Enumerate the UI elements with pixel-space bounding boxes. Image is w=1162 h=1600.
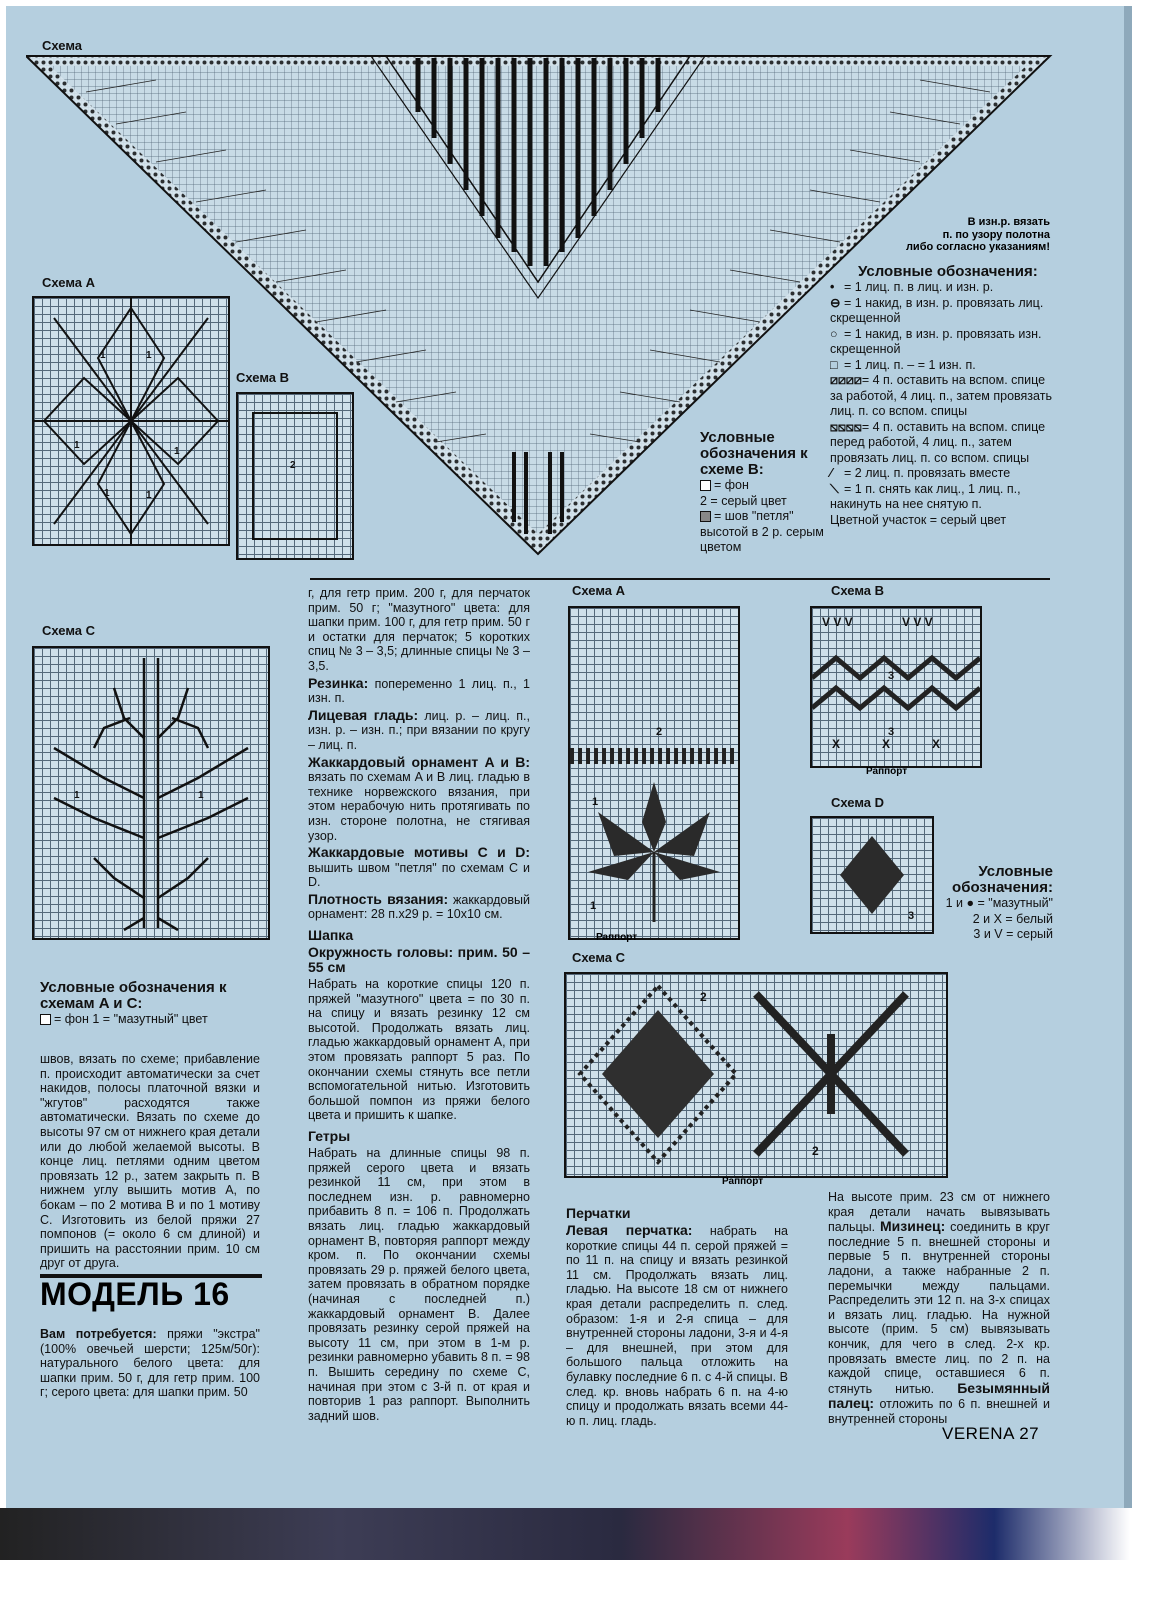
fingers-start: На высоте прим. 23 см от нижнего края детали начать вывязывать пальцы. Мизинец: соединить в круг последние 5 п. внешней стороны и первые 5 п. внутренней стороны ладони, а также набранные 2 п. перемычки между пальцами. Распределить эти 12 п. на 3-х спицах и вязать лиц. гладью. На нужной высоте (прим. 5 см) вывязывать кончик, для чего в след. 2-х кр. провязать вместе лиц. по 2 п. на каждой спице, оставшиеся 6 п. стянуть нитью. Безымянный палец: отложить по 6 п. внешней и внутренней стороны [828,1190,1050,1426]
right-legend-item: 3 и V = серый [973,927,1053,941]
jacquard-ab-instruction: Жаккардовый орнамент A и B: вязать по схемам A и B лиц. гладью в технике норвежского вязания, при этом нерабочую нить протягивать по изн. стороне полотна, не стягивая узор. [308,753,530,843]
right-scheme-b-grid [810,606,982,768]
scheme-ac-legend [40,980,262,1028]
motif-number: 3 [888,670,895,682]
legend-item-k2tog: ⁄ = 2 лиц. п. провязать вместе [830,466,1011,480]
right-legend-item: 1 и ● = "мазутный" [945,896,1053,910]
legend-b-item: = шов "петля" высотой в 2 р. серым цветом [700,509,824,554]
right-scheme-d-title: Схема D [831,795,885,810]
motif-number: 1 [592,796,599,808]
right-scheme-c-title: Схема C [572,950,626,965]
v-mark: V V V [822,615,853,629]
motif-number: 1 [74,440,80,451]
left-scheme-c-grid [32,646,270,940]
rapport-label-a: Раппорт [596,932,638,943]
legend-ac-item: = фон 1 = "мазутный" цвет [40,1012,262,1028]
legend-b-item: 2 = серый цвет [700,493,787,508]
legend-item-skp: ⟍ = 1 п. снять как лиц., 1 лиц. п., накинуть на нее снятую п. [830,481,1021,511]
motif-number: 2 [700,990,707,1004]
rapport-label-c: Раппорт [722,1176,764,1187]
rapport-label-b: Раппорт [866,766,908,777]
legend-item-knit: • = 1 лиц. п. в лиц. и изн. р. [830,280,994,294]
section-divider [310,578,1050,580]
motif-number: 2 [656,726,663,738]
scheme-b-legend-title: Условные обозначения к схеме B: [700,429,808,478]
right-legend-item: 2 и X = белый [972,911,1053,926]
right-legend [935,864,1053,943]
x-mark: X [832,737,841,751]
star-motif [34,298,228,544]
jacquard-cd-instruction: Жаккардовые мотивы C и D: вышить швом "петля" по схемам C и D. [308,844,530,890]
magazine-name: VERENA [942,1424,1014,1443]
right-legend-title: Условные обозначения: [952,863,1053,896]
gloves-left-column [566,1206,788,1430]
motif-number: 1 [104,488,110,499]
shawl-note-line: В изн.р. вязать [967,216,1050,228]
rib-instruction: Резинка: попеременно 1 лиц. п., 1 изн. п. [308,674,530,706]
legend-item-color-area: Цветной участок = серый цвет [830,512,1007,527]
right-scheme-d-grid [810,816,934,934]
motif-number: 2 [812,1144,819,1158]
tree-motif [34,648,268,938]
legend-item-cable-back: ⧄⧄⧄⧄= 4 п. оставить на вспом. спице за работой, 4 лиц. п., затем провязать лиц. п. со вспом. спицы [830,373,1052,418]
motif-number: 1 [198,790,204,801]
materials-text: пряжи "экстра" (100% овечьей шерсти; 125м/50г): натурального белого цвета: для шапки прим. 50 г, для гетр прим. 100 г; серого цвета: для шапки прим. 50 [40,1327,260,1400]
gloves-right-column [828,1190,1050,1429]
right-scheme-b-title: Схема B [831,583,885,598]
model-materials [40,1327,260,1400]
legend-item-knit-purl: □ = 1 лиц. п. – = 1 изн. п. [830,357,976,372]
legend-b-item: = фон [700,478,830,494]
right-scheme-a-title: Схема A [572,583,626,598]
legend-item-yo-crossed-purl: ○ = 1 накид, в изн. р. провязать изн. скрещенной [830,326,1042,356]
shawl-note-line: п. по узору полотна [942,228,1050,241]
motif-number: 3 [908,910,915,922]
v-mark: V V V [902,615,933,629]
left-scheme-a-title: Схема A [42,275,96,290]
left-column-text: швов, вязать по схеме; прибавление п. происходит автоматически за счет накидов, полосы платочной вязки и "жгутов" расходятся также автоматически. Вязать по схеме до высоты 97 см от нижнего края детали или до любой желаемой высоты. В конце лиц. петлями одним цветом провязать 12 р., затем закрыть п. В нижнем углу вышить мотив A, по бокам – по 2 мотива B и по 1 мотиву C. Изготовить из белой пряжи 27 помпонов (= около 6 см длиной) и пришить на расстоянии прим. 10 см друг от друга. [40,1052,260,1271]
left-scheme-a-grid [32,296,230,546]
motif-number: 1 [146,490,152,501]
right-scheme-c-grid [564,972,948,1178]
left-scheme-c-title: Схема C [42,623,96,638]
motif-number: 1 [146,350,152,361]
motif-number: 1 [174,446,180,457]
gauge-instruction: Плотность вязания: жаккардовый орнамент: 28 п.x29 р. = 10x10 см. [308,890,530,922]
motif-number: 1 [74,790,80,801]
left-scheme-b-title: Схема B [236,370,290,385]
head-size: Окружность головы: прим. 50 – 55 см [308,944,530,976]
materials-label: Вам потребуется: [40,1327,157,1341]
scheme-b-inner-frame [252,412,338,540]
shawl-legend [830,264,1055,528]
shawl-note [850,216,1050,254]
gloves-heading: Перчатки [566,1205,631,1221]
left-glove-text: Левая перчатка: набрать на короткие спицы 44 п. серой пряжей = по 11 п. на спицу и вязать резинкой 11 см. Продолжать вязать лиц. гладью. На высоте 18 см от нижнего края детали распределить п. след. образом: 1-я и 2-я спица – для внутренней стороны ладони, 3-я и 4-я – для внешней, при этом для большого пальца отложить на булавку последние 6 п. с 4-й спицы. В след. кр. вновь набрать 6 п. на 4-ю спицу и продолжать вязать всеми 44-ю п. лиц. гладь. [566,1222,788,1428]
shawl-legend-title: Условные обозначения: [858,263,1038,280]
motif-number: 1 [100,350,106,361]
zigzag-motif [812,608,980,766]
middle-column [308,586,530,1425]
materials-continued: г, для гетр прим. 200 г, для перчаток прим. 50 г; "мазутного" цвета: для шапки прим. 100 г, для гетр прим. 50 г и остатки для перчаток; 5 коротких спиц № 3 – 3,5; длинные спицы № 3 – 3,5. [308,586,530,673]
stockinette-instruction: Лицевая гладь: лиц. р. – лиц. п., изн. р. – изн. п.; при вязании по кругу – лиц. п. [308,706,530,752]
left-scheme-b-grid [236,392,354,560]
shawl-chart-title: Схема [42,38,83,53]
motif-number: 3 [888,726,895,738]
shawl-note-line: либо согласно указаниям! [905,241,1050,253]
hat-text: Набрать на короткие спицы 120 п. пряжей "мазутного" цвета = по 30 п. на спицу и вязать резинку 12 см высотой. Продолжать вязать лиц. гладью жаккардовый орнамент A, при этом провязать раппорт 5 раз. По окончании схемы стянуть все петли вспомогательной нитью. Изготовить большой помпон из пряжи белого цвета и пришить к шапке. [308,977,530,1123]
page-spread-edge [0,1508,1130,1560]
x-mark: X [882,737,891,751]
gaiters-text: Набрать на длинные спицы 98 п. пряжей серого цвета и вязать резинкой 11 см, при этом в последнем изн. р. равномерно прибавить 8 п. = 106 п. Продолжать вязать лиц. гладью жаккардовый орнамент B, повторяя раппорт между кром. п. По окончании схемы провязать 29 р. пряжей белого цвета, затем провязать в обратном порядке (начиная с последней п.) жаккардовый орнамент B. Далее провязать резинку серой пряжей на высоту 11 см, при этом в 1-м р. резинки равномерно убавить 8 п. = 98 п. Вышить середину по схеме C, начиная при этом с 3-й п. от края и повторив 1 раз раппорт. Выполнить задний шов. [308,1146,530,1423]
legend-item-cable-front: ⧅⧅⧅⧅= 4 п. оставить на вспом. спице перед работой, 4 лиц. п., затем провязать лиц. п. со вспом. спицы [830,419,1046,465]
page-footer [942,1424,1039,1444]
scheme-ac-legend-title: Условные обозначения к схемам A и C: [40,979,227,1012]
gaiters-heading: Гетры [308,1128,351,1144]
legend-item-yo-crossed-knit: ⊖ = 1 накид, в изн. р. провязать лиц. скрещенной [830,295,1044,325]
page-number: 27 [1019,1424,1040,1443]
model-title: МОДЕЛЬ 16 [40,1276,230,1312]
diamond-and-branch-motif [566,974,946,1176]
x-mark: X [932,737,941,751]
zigzag-band [570,748,738,764]
hat-heading: Шапка [308,927,354,944]
motif-number: 2 [290,460,296,471]
scheme-b-legend [700,430,830,556]
right-scheme-a-grid [568,606,740,940]
motif-number: 1 [590,900,597,912]
